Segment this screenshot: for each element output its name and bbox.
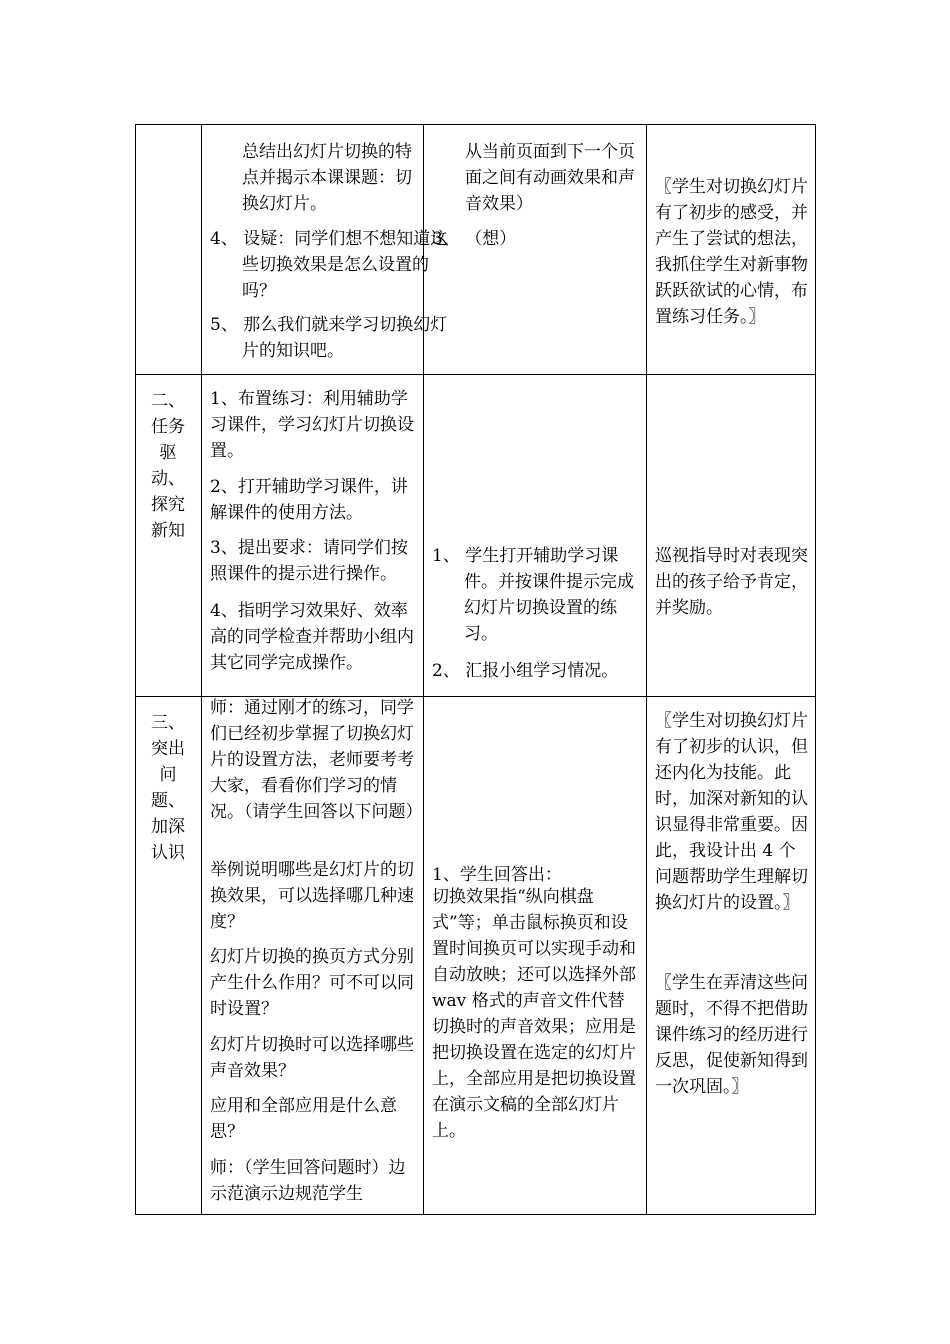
teacher-activity: 师：（学生回答问题时）边示范演示边规范学生 <box>210 1158 406 1204</box>
teacher-activity: 幻灯片切换的换页方式分别产生什么作用？可不可以同时设置？ <box>210 947 414 1019</box>
stage-label: 三、突出问题、加深认识 <box>151 713 185 863</box>
student-activity: 3、 （想） <box>432 229 517 249</box>
student-activity: 1、学生回答出： <box>432 865 562 885</box>
column-divider <box>201 124 202 1215</box>
table-border-top <box>135 124 816 125</box>
teacher-activity: 3、提出要求：请同学们按照课件的提示进行操作。 <box>210 538 408 584</box>
teacher-activity: 师：通过刚才的练习，同学们已经初步掌握了切换幻灯片的设置方法，老师要考考大家，看看你们学习的情况。（请学生回答以下问题） <box>210 698 423 822</box>
table-border-left <box>135 124 136 1215</box>
student-activity: 1、 学生打开辅助学习课件。并按课件提示完成幻灯片切换设置的练习。 <box>432 546 634 644</box>
teacher-activity: 应用和全部应用是什么意思？ <box>210 1096 397 1142</box>
column-divider <box>646 124 647 1215</box>
teacher-activity: 幻灯片切换时可以选择哪些声音效果？ <box>210 1035 414 1081</box>
teacher-activity: 2、打开辅助学习课件，讲解课件的使用方法。 <box>210 477 408 523</box>
teacher-activity: 5、 那么我们就来学习切换幻灯片的知识吧。 <box>210 315 448 361</box>
table-border-right <box>815 124 816 1215</box>
student-activity: 切换效果指“纵向棋盘式”等；单击鼠标换页和设置时间换页可以实现手动和自动放映；还可以选择外部 wav 格式的声音文件代替切换时的声音效果；应用是把切换设置在选定的幻灯片上，全部应用是把切换设置在演示文稿的全部幻灯片上。 <box>432 887 636 1141</box>
design-intent: 巡视指导时对表现突出的孩子给予肯定，并奖励。 <box>655 546 808 618</box>
teacher-activity: 1、布置练习：利用辅助学习课件，学习幻灯片切换设置。 <box>210 389 414 461</box>
student-activity: 从当前页面到下一个页面之间有动画效果和声音效果） <box>465 142 635 214</box>
design-intent: 〖学生对切换幻灯片有了初步的感受，并产生了尝试的想法，我抓住学生对新事物跃跃欲试的心情，布置练习任务。〗 <box>655 177 808 327</box>
design-intent: 〖学生在弄清这些问题时，不得不把借助课件练习的经历进行反思，促使新知得到一次巩固。〗 <box>655 973 808 1097</box>
student-activity: 2、 汇报小组学习情况。 <box>432 661 619 681</box>
teacher-activity: 4、 设疑：同学们想不想知道这些切换效果是怎么设置的吗？ <box>210 229 448 301</box>
teacher-activity: 举例说明哪些是幻灯片的切换效果，可以选择哪几种速度？ <box>210 860 414 932</box>
teacher-activity: 4、指明学习效果好、效率高的同学检查并帮助小组内其它同学完成操作。 <box>210 601 414 673</box>
row-divider <box>135 374 816 375</box>
table-border-bottom <box>135 1214 816 1215</box>
design-intent: 〖学生对切换幻灯片有了初步的认识，但还内化为技能。此时，加深对新知的认识显得非常重要。因此，我设计出 4 个问题帮助学生理解切换幻灯片的设置。〗 <box>655 711 808 913</box>
stage-label: 二、任务驱动、探究新知 <box>151 391 185 541</box>
teacher-activity: 总结出幻灯片切换的特点并揭示本课课题：切换幻灯片。 <box>242 142 412 214</box>
